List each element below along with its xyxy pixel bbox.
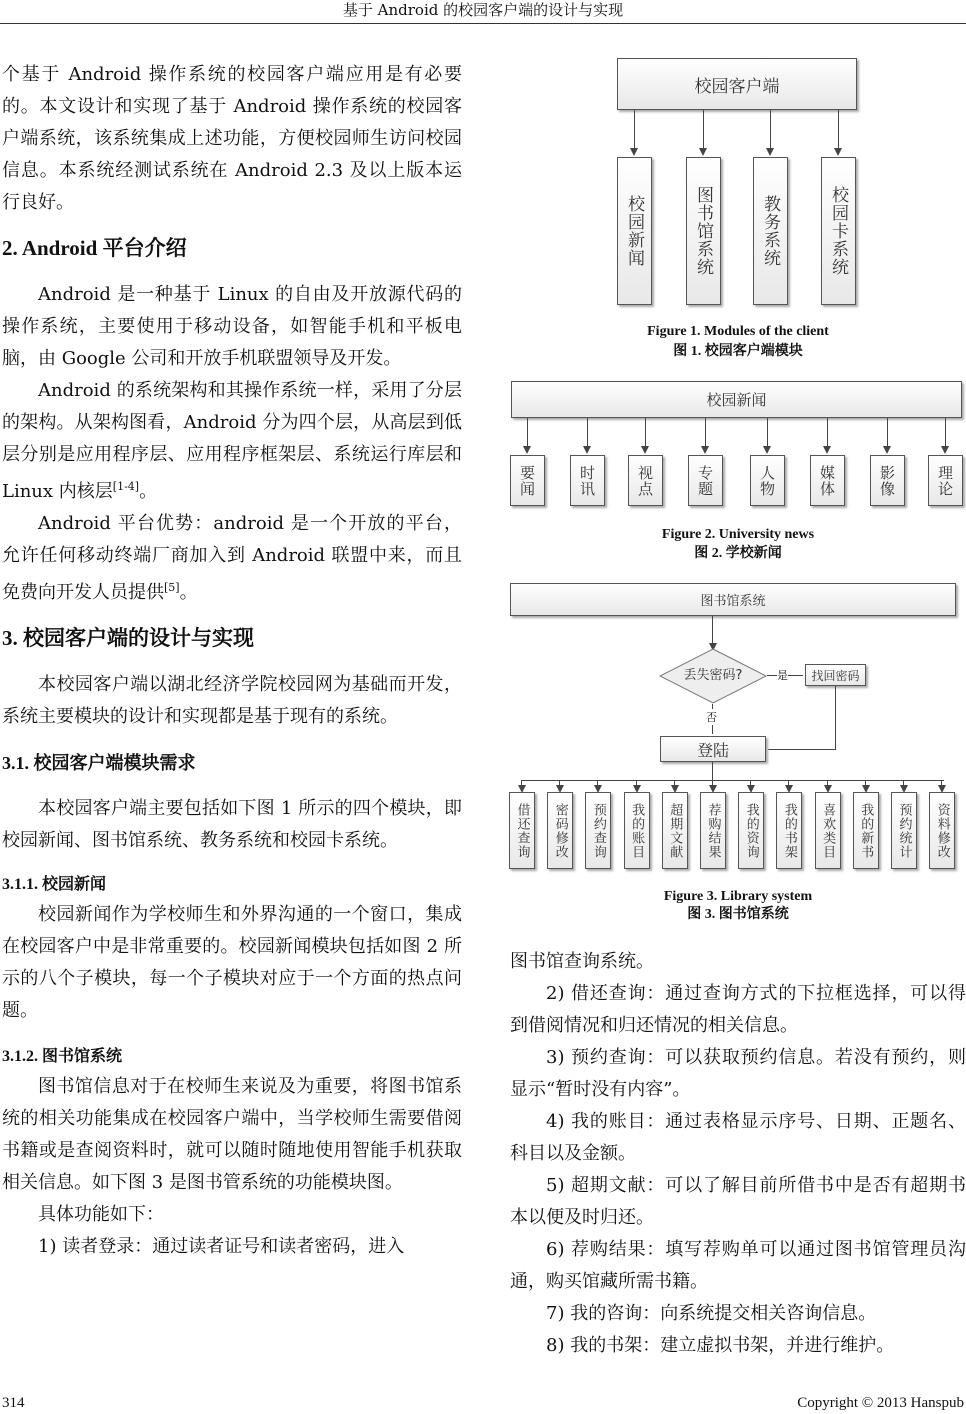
paragraph: 2) 借还查询：通过查询方式的下拉框选择，可以得到借阅情况和归还情况的相关信息。 xyxy=(510,983,966,1036)
paragraph: 7) 我的咨询：向系统提交相关咨询信息。 xyxy=(546,1303,877,1324)
subsubsection-heading-3-1-2: 3.1.2. 图书馆系统 xyxy=(2,1048,123,1065)
fig3-function-box: 密码修改 xyxy=(547,792,573,869)
paragraph: 4) 我的账目：通过表格显示序号、日期、正题名、科目以及金额。 xyxy=(510,1111,966,1164)
citation[interactable]: [5] xyxy=(164,581,180,594)
running-header: 基于 Android 的校园客户端的设计与实现 xyxy=(342,1,624,19)
section-heading-2: 2. Android 平台介绍 xyxy=(2,236,187,260)
fig3-function-box: 我的新书 xyxy=(853,792,879,869)
arrow xyxy=(523,446,531,454)
figure-3-caption-zh: 图 3. 图书馆系统 xyxy=(687,907,789,922)
yes-label: 是 xyxy=(777,669,788,682)
page-number: 314 xyxy=(2,1395,25,1411)
fig1-module-box: 图书馆系统 xyxy=(686,157,721,305)
fig3-function-box: 预约统计 xyxy=(891,792,917,869)
paragraph xyxy=(2,508,462,609)
fig3-function-box: 我的账目 xyxy=(624,792,650,869)
paragraph: 3) 预约查询：可以获取预约信息。若没有预约，则显示“暂时没有内容”。 xyxy=(510,1047,966,1100)
figure-1-caption-en: Figure 1. Modules of the client xyxy=(647,324,829,339)
login-box: 登陆 xyxy=(660,736,766,762)
paragraph: 1) 读者登录：通过读者证号和读者密码，进入 xyxy=(38,1236,405,1257)
section-heading-3: 3. 校园客户端的设计与实现 xyxy=(2,626,254,650)
connector xyxy=(767,418,768,448)
connector xyxy=(887,418,888,448)
text: 。 xyxy=(179,582,198,603)
fig1-root-box: 校园客户端 xyxy=(617,58,857,110)
subsection-heading-3-1: 3.1. 校园客户端模块需求 xyxy=(2,753,196,773)
figure-2-caption-zh: 图 2. 学校新闻 xyxy=(694,546,782,561)
fig3-function-box: 荐购结果 xyxy=(700,792,726,869)
connector xyxy=(705,418,706,448)
right-column xyxy=(510,946,966,1362)
subsubsection-heading-3-1-1: 3.1.1. 校园新闻 xyxy=(2,876,107,893)
fig2-submodule-box: 视点 xyxy=(628,455,663,506)
connector xyxy=(527,418,528,448)
decision-label: 丢失密码? xyxy=(683,668,743,683)
fig2-submodule-box: 影像 xyxy=(870,455,905,506)
paragraph: 本校园客户端以湖北经济学院校园网为基础而开发，系统主要模块的设计和实现都是基于现有的系统。 xyxy=(2,674,462,727)
connector xyxy=(645,418,646,448)
paragraph: 5) 超期文献：可以了解目前所借书中是否有超期书本以便及时归还。 xyxy=(510,1175,966,1228)
connector xyxy=(712,762,713,780)
fig3-function-box: 喜欢类目 xyxy=(815,792,841,869)
fig3-root-box: 图书馆系统 xyxy=(510,583,956,616)
no-label: 否 xyxy=(706,711,717,724)
arrow xyxy=(883,446,891,454)
paragraph xyxy=(2,375,462,508)
connector xyxy=(521,780,944,781)
paragraph: 6) 荐购结果：填写荐购单可以通过图书馆管理员沟通，购买馆藏所需书籍。 xyxy=(510,1239,966,1292)
connector xyxy=(838,110,839,150)
paragraph: 校园新闻作为学校师生和外界沟通的一个窗口，集成在校园客户中是非常重要的。校园新闻模块包括如图 2 所示的八个子模块，每一个子模块对应于一个方面的热点问题。 xyxy=(2,904,462,1021)
figure-3-caption-en: Figure 3. Library system xyxy=(663,889,813,904)
arrow xyxy=(583,446,591,454)
paragraph: 图书馆信息对于在校师生来说及为重要，将图书馆系统的相关功能集成在校园客户端中，当学校师生需要借阅书籍或是查阅资料时，就可以随时随地使用智能手机获取相关信息。如下图 3 是图书管系统的功能模块图。 xyxy=(2,1076,462,1193)
arrow xyxy=(763,446,771,454)
arrow xyxy=(701,446,709,454)
fig2-submodule-box: 理论 xyxy=(928,455,963,506)
fig1-module-box: 校园卡系统 xyxy=(821,157,856,305)
paragraph: 本校园客户端主要包括如下图 1 所示的四个模块，即校园新闻、图书馆系统、教务系统和校园卡系统。 xyxy=(2,798,462,851)
fig2-submodule-box: 媒体 xyxy=(810,455,845,506)
connector xyxy=(587,418,588,448)
fig3-function-box: 超期文献 xyxy=(662,792,688,869)
fig1-module-box: 校园新闻 xyxy=(617,157,652,305)
paragraph: 个基于 Android 操作系统的校园客户端应用是有必要的。本文设计和实现了基于 Android 操作系统的校园客户端系统，该系统集成上述功能，方便校园师生访问校园信息。本系统经测试系统在 Android 2.3 及以上版本运行良好。 xyxy=(2,64,462,213)
header-rule xyxy=(0,23,966,24)
paragraph: 8) 我的书架：建立虚拟书架，并进行维护。 xyxy=(546,1335,895,1356)
fig3-function-box: 我的书架 xyxy=(776,792,802,869)
paragraph: 图书馆查询系统。 xyxy=(510,951,654,972)
arrow xyxy=(699,148,707,156)
fig3-function-box: 资料修改 xyxy=(929,792,955,869)
fig3-function-box: 我的资询 xyxy=(738,792,764,869)
fig1-module-box: 教务系统 xyxy=(753,157,788,305)
connector xyxy=(827,418,828,448)
text: 。 xyxy=(139,481,158,502)
connector xyxy=(835,686,836,749)
connector xyxy=(634,110,635,150)
arrow xyxy=(641,446,649,454)
text: Android 平台优势：android 是一个开放的平台，允许任何移动终端厂商加入到 Android 联盟中来，而且免费向开发人员提供 xyxy=(2,513,462,603)
left-column xyxy=(2,59,462,1263)
arrow xyxy=(766,148,774,156)
figure-1-caption-zh: 图 1. 校园客户端模块 xyxy=(673,344,803,359)
connector xyxy=(703,110,704,150)
fig2-submodule-box: 专题 xyxy=(688,455,723,506)
paragraph: Android 是一种基于 Linux 的自由及开放源代码的操作系统，主要使用于移动设备，如智能手机和平板电脑，由 Google 公司和开放手机联盟领导及开发。 xyxy=(2,284,462,369)
fig2-submodule-box: 人物 xyxy=(750,455,785,506)
fig2-submodule-box: 要闻 xyxy=(510,455,545,506)
recover-password-box: 找回密码 xyxy=(805,664,866,686)
arrow xyxy=(941,446,949,454)
copyright: Copyright © 2013 Hanspub xyxy=(797,1395,964,1411)
text: Android 的系统架构和其操作系统一样，采用了分层的架构。从架构图看，Android 分为四个层，从高层到低层分别是应用程序层、应用程序框架层、系统运行库层和 Linux 内核层 xyxy=(2,380,462,502)
fig2-submodule-box: 时讯 xyxy=(570,455,605,506)
connector xyxy=(768,749,836,750)
fig2-root-box: 校园新闻 xyxy=(511,381,962,418)
connector xyxy=(770,110,771,150)
arrow xyxy=(823,446,831,454)
paragraph: 具体功能如下： xyxy=(38,1204,164,1225)
arrow xyxy=(834,148,842,156)
figure-2-caption-en: Figure 2. University news xyxy=(661,527,815,542)
fig3-function-box: 借还查询 xyxy=(509,792,535,869)
fig3-function-box: 预约查询 xyxy=(585,792,611,869)
arrow xyxy=(630,148,638,156)
connector xyxy=(945,418,946,448)
citation[interactable]: [1-4] xyxy=(112,480,140,493)
